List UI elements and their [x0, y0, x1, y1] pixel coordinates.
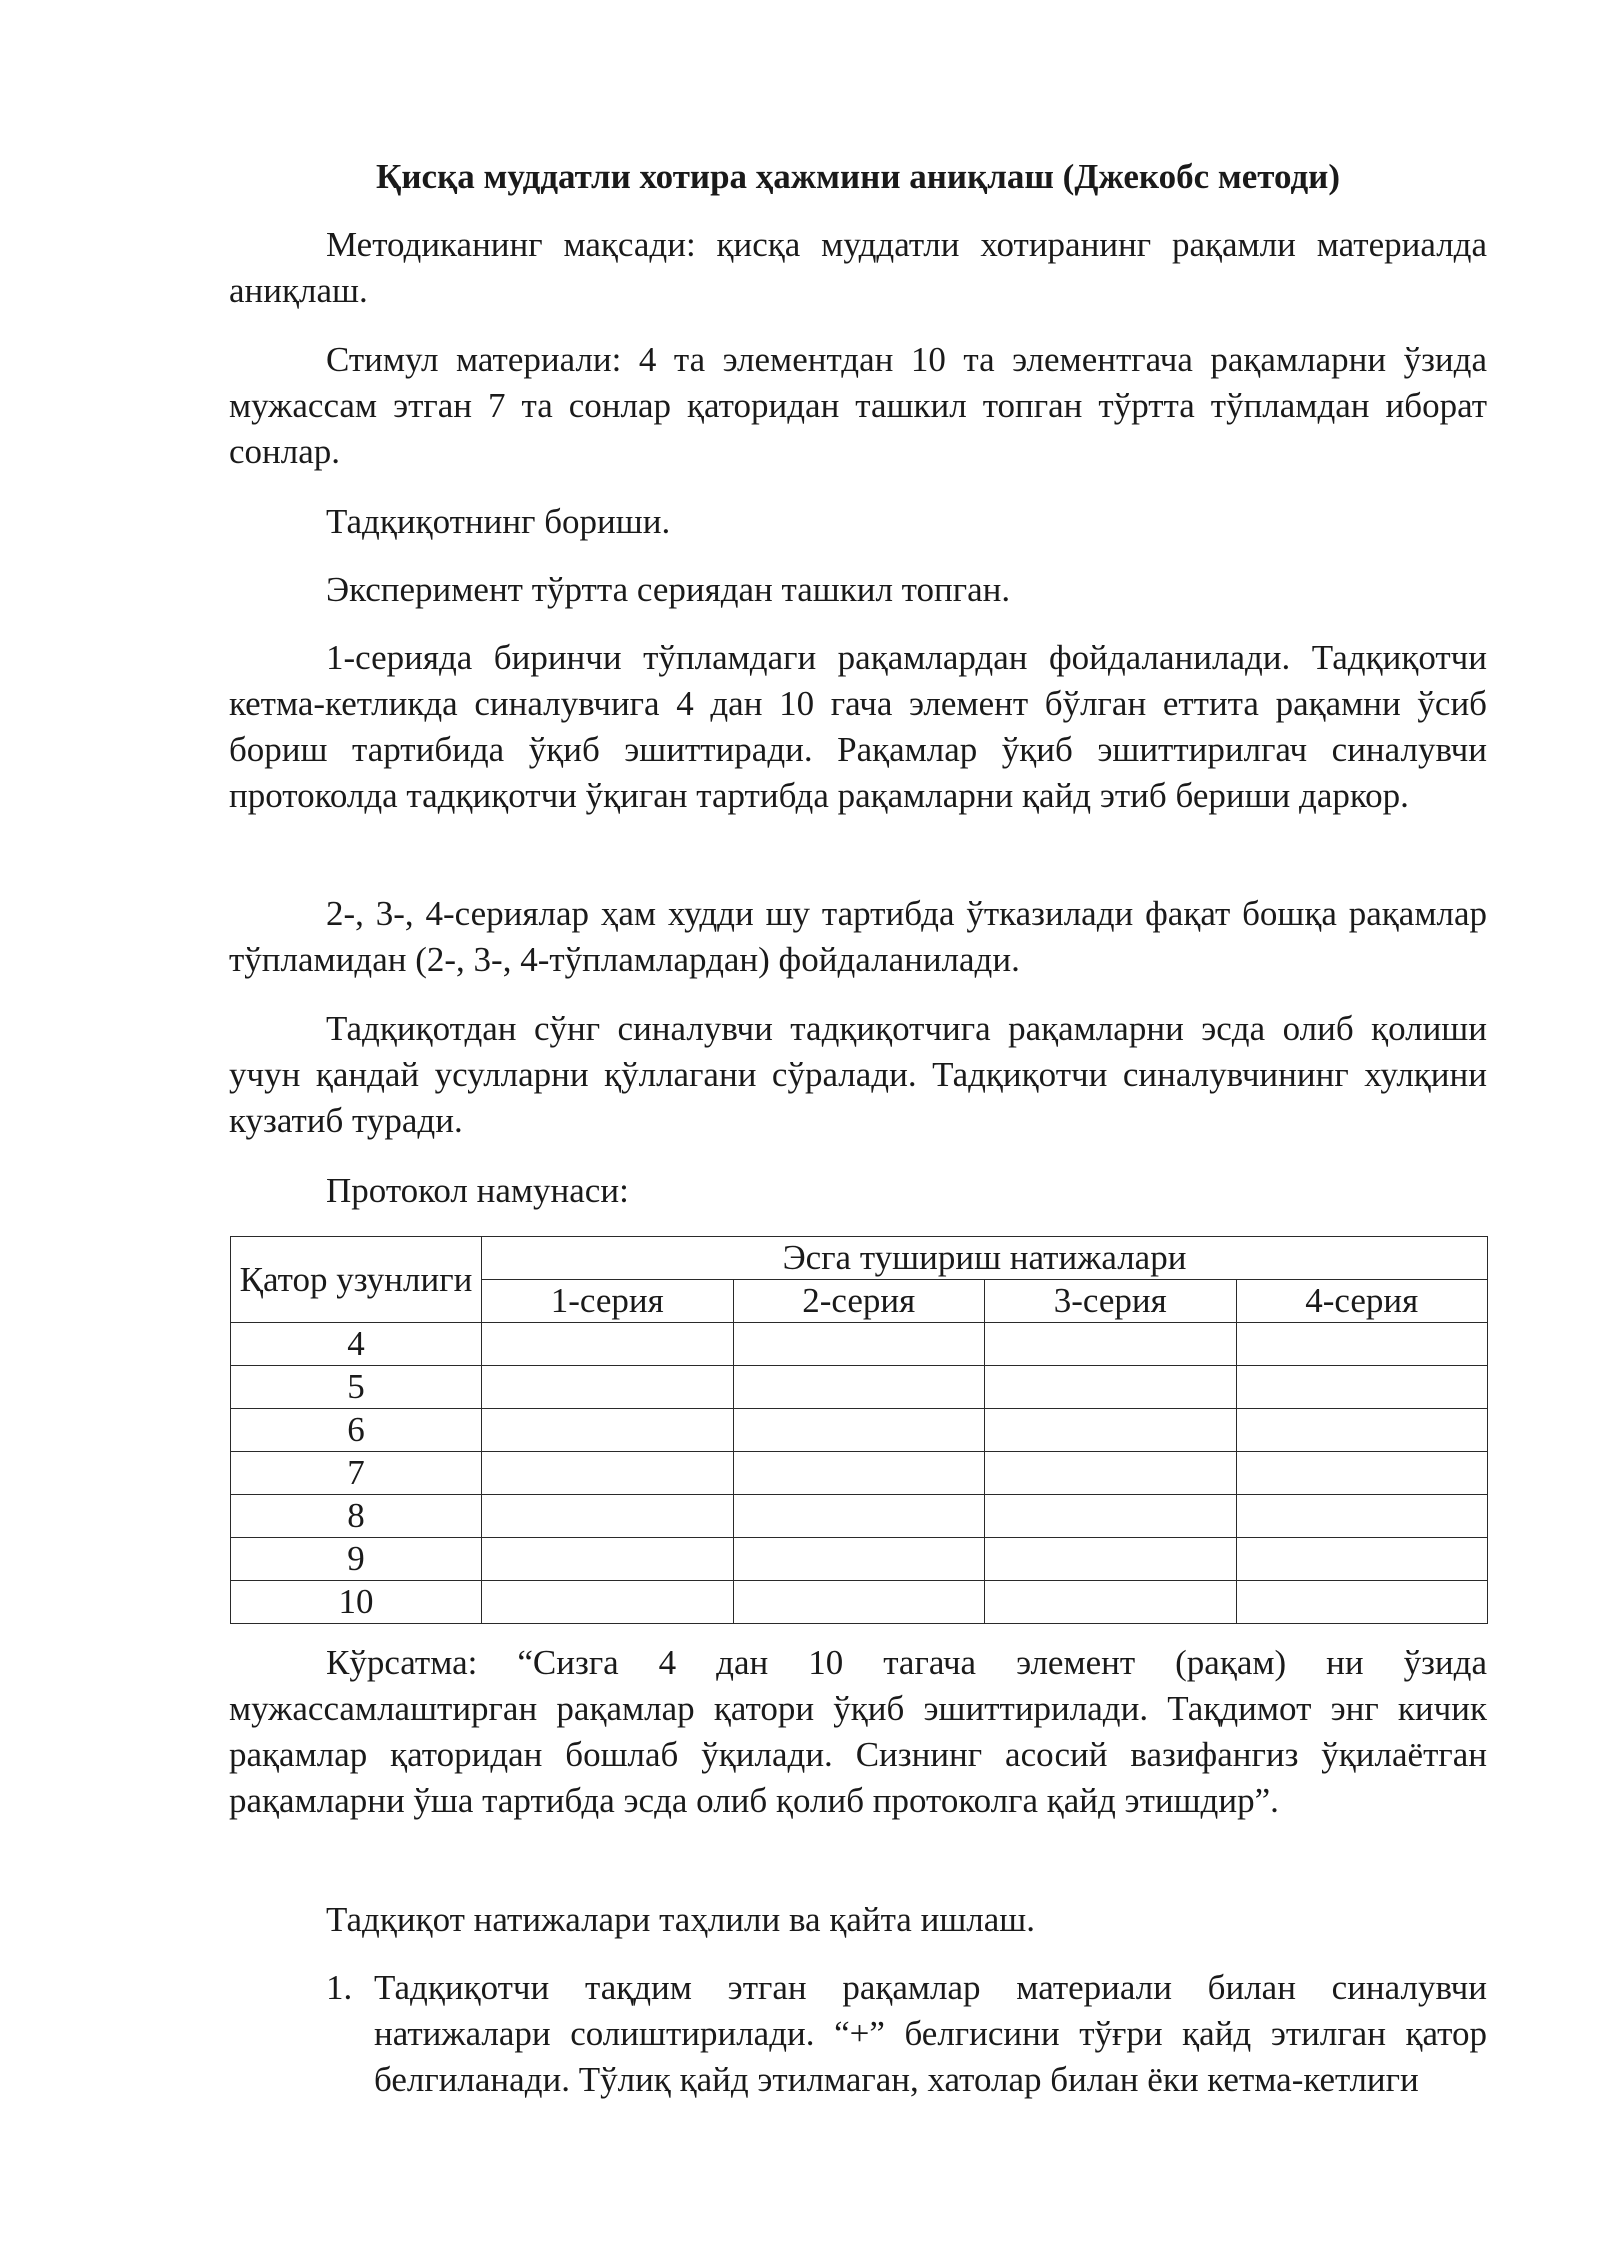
table-row [231, 1409, 1488, 1452]
result-cell [1236, 1452, 1488, 1495]
result-cell [985, 1366, 1237, 1409]
instruction-paragraph: Кўрсатма: “Сизга 4 дан 10 тагача элемент (рақам) ни ўзида мужассамлаштирган рақамлар қатори ўқиб эшиттирилади. Тақдимот энг кичик рақамлар қаторидан бошлаб ўқилади. Сизнинг асосий вазифангиз ўқилаётган рақамларни ўша тартибда эсда олиб қолиб протоколга қайд этишдир”. [229, 1643, 1487, 1820]
result-cell [733, 1538, 985, 1581]
result-cell [482, 1323, 734, 1366]
protocol-table [230, 1236, 1488, 1624]
list-item: Тадқиқотчи тақдим этган рақамлар материали билан синалувчи натижалари солиштирилади. “+” белгисини тўғри қайд этилган қатор белгиланади. Тўлиқ қайд этилмаган, хатолар билан ёки кетма-кетлиги [374, 1968, 1487, 2099]
analysis-heading: Тадқиқот натижалари таҳлили ва қайта ишлаш. [326, 1900, 1035, 1939]
row-length-cell: 10 [231, 1581, 482, 1624]
result-cell [733, 1409, 985, 1452]
result-cell [733, 1323, 985, 1366]
row-length-cell: 9 [231, 1538, 482, 1581]
result-cell [482, 1538, 734, 1581]
row-length-cell: 8 [231, 1495, 482, 1538]
result-cell [985, 1538, 1237, 1581]
series-count-paragraph: Эксперимент тўртта сериядан ташкил топган. [326, 570, 1011, 609]
row-length-cell: 7 [231, 1452, 482, 1495]
series1-paragraph: 1-серияда биринчи тўпламдаги рақамлардан фойдаланилади. Тадқиқотчи кетма-кетликда синалувчига 4 дан 10 гача элемент бўлган еттита рақамни ўсиб бориш тартибида ўқиб эшиттиради. Рақамлар ўқиб эшиттирилгач синалувчи протоколда тадқиқотчи ўқиган тартибда рақамларни қайд этиб бериши даркор. [229, 638, 1487, 815]
stimulus-paragraph: Стимул материали: 4 та элементдан 10 та элементгача рақамларни ўзида мужассам этган 7 та сонлар қаторидан ташкил топган тўртта тўпламдан иборат сонлар. [229, 340, 1487, 471]
series234-paragraph: 2-, 3-, 4-сериялар ҳам худди шу тартибда ўтказилади фақат бошқа рақамлар тўпламидан (2-, 3-, 4-тўпламлардан) фойдаланилади. [229, 894, 1487, 979]
result-cell [733, 1366, 985, 1409]
table-row [231, 1323, 1488, 1366]
table-row [231, 1495, 1488, 1538]
result-cell [1236, 1323, 1488, 1366]
after-paragraph: Тадқиқотдан сўнг синалувчи тадқиқотчига рақамларни эсда олиб қолиши учун қандай усулларни қўллагани сўралади. Тадқиқотчи синалувчининг хулқини кузатиб туради. [229, 1009, 1487, 1140]
result-cell [985, 1323, 1237, 1366]
result-cell [733, 1581, 985, 1624]
result-cell [733, 1452, 985, 1495]
result-cell [482, 1581, 734, 1624]
series-header: 3-серия [985, 1280, 1237, 1323]
protocol-sample-label: Протокол намунаси: [326, 1171, 629, 1210]
row-length-cell: 6 [231, 1409, 482, 1452]
table-row [231, 1366, 1488, 1409]
recall-results-header: Эсга тушириш натижалари [482, 1237, 1488, 1280]
result-cell [733, 1495, 985, 1538]
result-cell [1236, 1409, 1488, 1452]
table-header-row [231, 1237, 1488, 1280]
table-row [231, 1452, 1488, 1495]
table-row [231, 1538, 1488, 1581]
page-title: Қисқа муддатли хотира ҳажмини аниқлаш (Джекобс методи) [376, 157, 1340, 196]
result-cell [985, 1409, 1237, 1452]
purpose-paragraph: Методиканинг мақсади: қисқа муддатли хотиранинг рақамли материалда аниқлаш. [229, 225, 1487, 310]
result-cell [1236, 1495, 1488, 1538]
list-item-number: 1. [326, 1968, 353, 2007]
result-cell [482, 1366, 734, 1409]
result-cell [985, 1495, 1237, 1538]
result-cell [482, 1409, 734, 1452]
result-cell [1236, 1538, 1488, 1581]
series-header: 1-серия [482, 1280, 734, 1323]
series-header: 2-серия [733, 1280, 985, 1323]
result-cell [482, 1495, 734, 1538]
result-cell [482, 1452, 734, 1495]
result-cell [985, 1581, 1237, 1624]
procedure-heading: Тадқиқотнинг бориши. [326, 502, 671, 541]
result-cell [1236, 1581, 1488, 1624]
result-cell [1236, 1366, 1488, 1409]
result-cell [985, 1452, 1237, 1495]
row-length-header: Қатор узунлиги [231, 1237, 482, 1323]
series-header: 4-серия [1236, 1280, 1488, 1323]
row-length-cell: 5 [231, 1366, 482, 1409]
row-length-cell: 4 [231, 1323, 482, 1366]
table-row [231, 1581, 1488, 1624]
